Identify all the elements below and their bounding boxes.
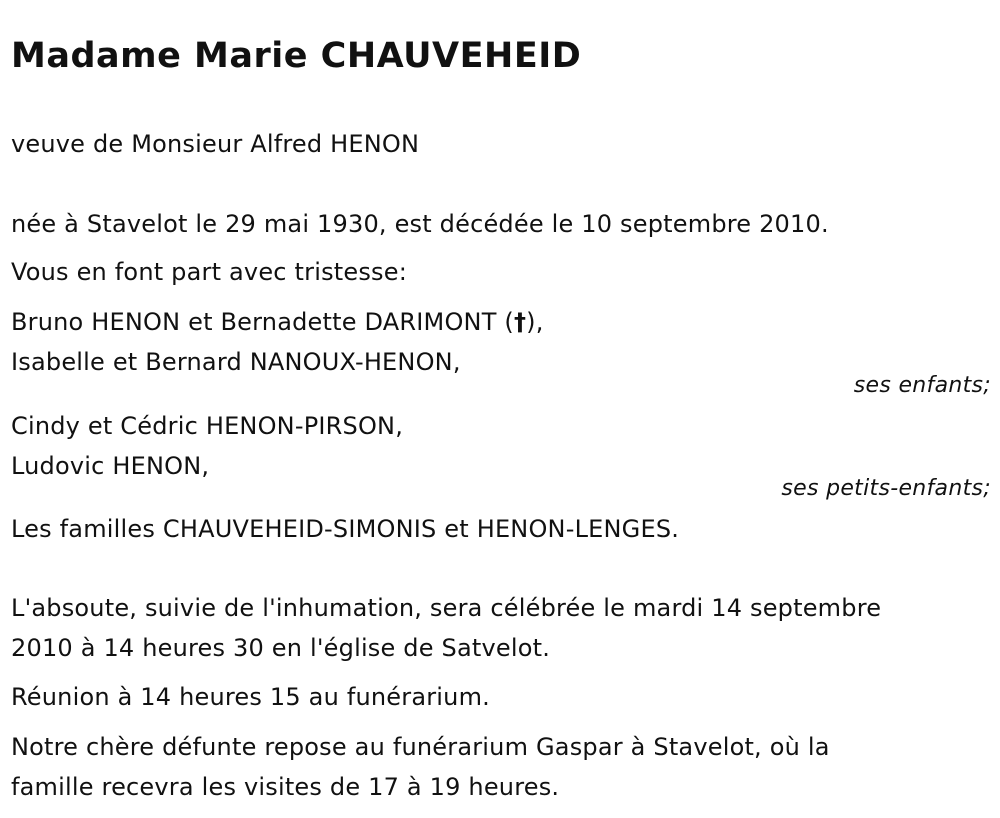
grandchildren-label: ses petits-enfants; — [781, 476, 991, 501]
birth-death-text: née à Stavelot le 29 mai 1930, est décédée le 10 septembre 2010. — [11, 210, 829, 238]
announcement-intro: Vous en font part avec tristesse: — [11, 258, 408, 286]
children-line-1-post: ), — [526, 308, 544, 336]
visitation-line-2: famille recevra les visites de 17 à 19 heures. — [11, 773, 560, 801]
families-text: Les familles CHAUVEHEID-SIMONIS et HENON-LENGES. — [11, 515, 680, 543]
children-line-1-pre: Bruno HENON et Bernadette DARIMONT ( — [11, 308, 514, 336]
widow-of-text: veuve de Monsieur Alfred HENON — [11, 130, 420, 158]
grandchildren-line-1: Cindy et Cédric HENON-PIRSON, — [11, 412, 404, 440]
ceremony-line-1: L'absoute, suivie de l'inhumation, sera célébrée le mardi 14 septembre — [11, 594, 882, 622]
page-title: Madame Marie CHAUVEHEID — [11, 36, 582, 76]
meeting-text: Réunion à 14 heures 15 au funérarium. — [11, 683, 490, 711]
children-line-1 — [11, 302, 544, 342]
cross-icon: † — [513, 308, 527, 336]
children-line-2: Isabelle et Bernard NANOUX-HENON, — [11, 348, 461, 376]
children-label: ses enfants; — [853, 373, 991, 398]
visitation-line-1: Notre chère défunte repose au funérarium Gaspar à Stavelot, où la — [11, 733, 830, 761]
grandchildren-line-2: Ludovic HENON, — [11, 452, 210, 480]
ceremony-line-2: 2010 à 14 heures 30 en l'église de Satvelot. — [11, 634, 551, 662]
